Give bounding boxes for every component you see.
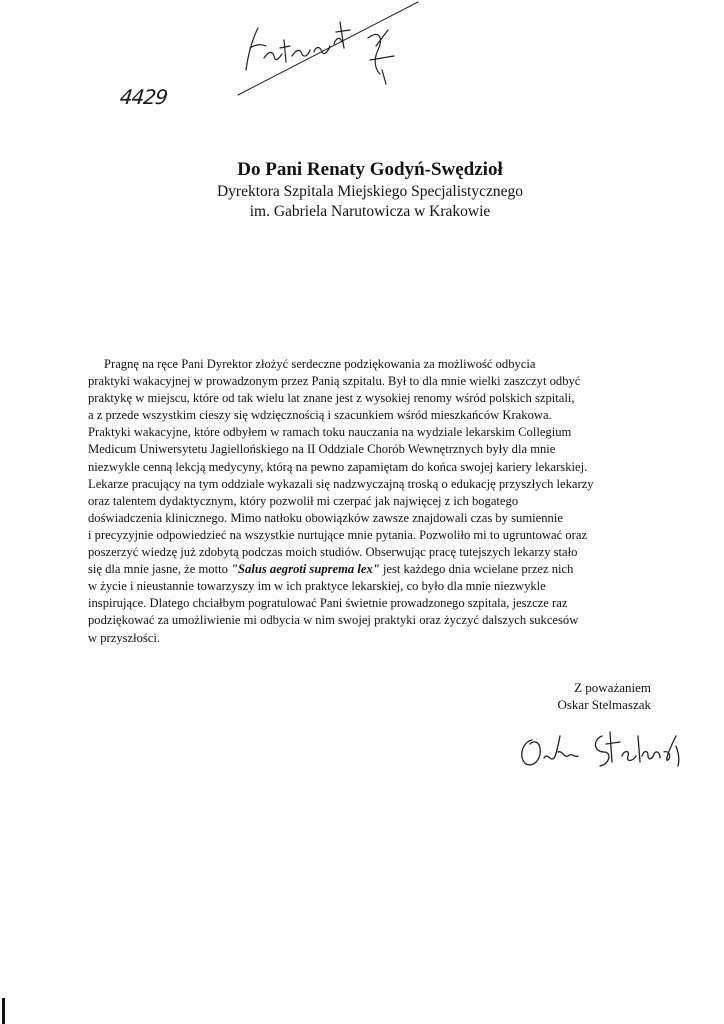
closing-salutation: Z poważaniem (574, 680, 651, 695)
motto-line (88, 561, 648, 578)
scan-edge-mark (2, 998, 5, 1024)
document-number-annotation: 4429 (118, 85, 169, 109)
body-line: praktykę w miejscu, które od tak wielu lat znane jest z wysokiej renomy wśród polskich szpitali, (88, 391, 575, 406)
closing-block (557, 679, 651, 713)
signer-name: Oskar Stelmaszak (557, 697, 651, 712)
body-line: Praktyki wakacyjne, które odbyłem w ramach toku nauczania na wydziale lekarskim Collegium (88, 425, 572, 440)
body-line: inspirujące. Dlatego chciałbym pogratulować Pani świetnie prowadzonego szpitala, jeszcze raz (88, 596, 568, 611)
body-line: Medicum Uniwersytetu Jagiellońskiego na II Oddziale Chorób Wewnętrznych były dla mnie (88, 442, 556, 457)
addressee-institution: im. Gabriela Narutowicza w Krakowie (249, 203, 491, 220)
motto-text: "Salus aegroti suprema lex" (231, 562, 380, 577)
letter-body (88, 356, 648, 647)
body-line: w życie i nieustannie towarzyszy im w ich praktyce lekarskiej, co było dla mnie niezwykle (88, 579, 546, 594)
motto-line-before: się dla mnie jasne, że motto (88, 562, 232, 577)
body-line: poszerzyć wiedzę już zdobytą podczas moich studiów. Obserwując pracę tutejszych lekarzy stało (88, 545, 578, 560)
addressee-block (130, 158, 610, 222)
referent-stamp-scribble (228, 0, 428, 100)
body-line: i precyzyjnie odpowiedzieć na wszystkie nurtujące mnie pytania. Pozwoliło mi to ugruntować oraz (88, 527, 588, 542)
body-line: Pragnę na ręce Pani Dyrektor złożyć serdeczne podziękowania za możliwość odbycia (104, 357, 536, 371)
motto-line-after: jest każdego dnia wcielane przez nich (379, 562, 574, 577)
body-line: praktyki wakacyjnej w prowadzonym przez Panią szpitalu. Był to dla mnie wielki zaszczyt odbyć (88, 374, 581, 389)
handwritten-signature (514, 722, 694, 778)
body-line: a z przede wszystkim cieszy się wdzięcznością i szacunkiem wśród mieszkańców Krakowa. (88, 408, 552, 423)
body-line: oraz talentem dydaktycznym, który pozwolił mi czerpać jak najwięcej z ich bogatego (88, 493, 519, 508)
addressee-name: Do Pani Renaty Godyń-Swędzioł (237, 159, 503, 180)
addressee-title: Dyrektora Szpitala Miejskiego Specjalistycznego (216, 183, 524, 200)
body-line: podziękować za umożliwienie mi odbycia w nim swojej praktyki oraz życzyć dalszych sukcesów (88, 613, 579, 628)
body-line: Lekarze pracujący na tym oddziale wykazali się nadzwyczajną troską o edukację przyszłych lekarzy (88, 476, 594, 491)
body-line: w przyszłości. (88, 630, 161, 645)
body-line: doświadczenia klinicznego. Mimo natłoku obowiązków zawsze znajdowali czas by sumiennie (88, 510, 563, 525)
body-line: niezwykle cenną lekcją medycyny, którą na pewno zapamiętam do końca swojej kariery lekarskiej. (88, 459, 588, 474)
